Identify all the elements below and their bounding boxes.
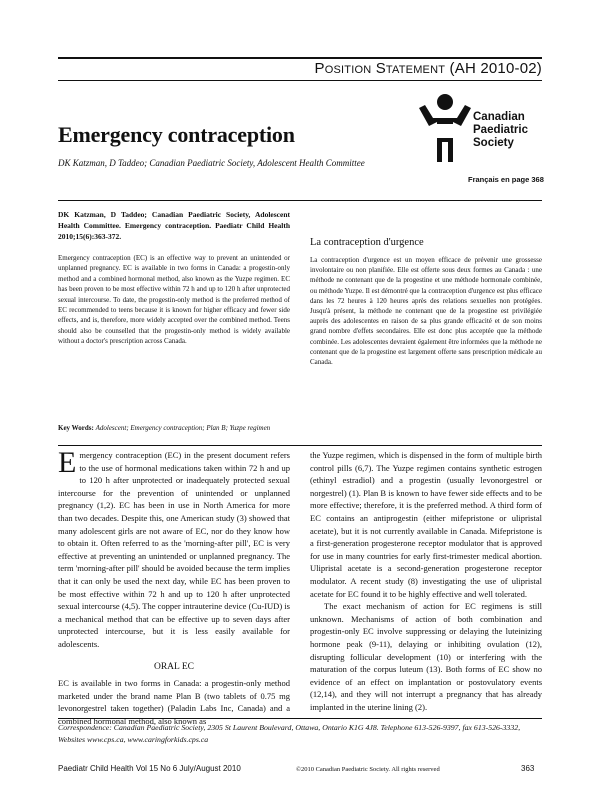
intro-paragraph — [58, 446, 290, 651]
french-abstract-title: La contraception d'urgence — [310, 237, 424, 248]
oral-ec-paragraph: EC is available in two forms in Canada: a progestin-only method marketed under the brand name Plan B (two tablets of 0.75 mg levonorgestrel taken together) (Paladin Labs Inc, Canada) and a combined hormonal method, also known as — [58, 678, 290, 726]
abstract-english: Emergency contraception (EC) is an effective way to prevent an unintended or unplanned pregnancy. EC is available in two forms in Canada: a progestin-only method and a combined hormonal method, also known as the Yuzpe regimen. EC has been proven to be most effective within 72 h and up to 120 h after unprotected sexual intercourse. To date, the progestin-only method is the preferred method of EC recommended to teens because it is known for higher efficacy and fewer side effects, and is, therefore, more widely accepted over the combined method. Teens should also be counselled that the progestin-only method is widely available without a doctor's prescription across Canada. — [58, 254, 290, 346]
mechanism-paragraph: The exact mechanism of action for EC regimens is still unknown. Mechanisms of action of both combination and progestin-only EC involve suppressing or delaying the luteinizing hormone peak (9-11), delaying or inhibiting ovulation (12), disrupting follicular development (10) or interfering with the maturation of the corpus luteum (13). Both forms of EC show no evidence of an effect on implantation or postovulatory events (12,14), and they will not interrupt a pregnancy that has already implanted in the uterine lining (2). — [310, 601, 542, 712]
body-column-left — [58, 446, 290, 727]
keywords-values: Adolescent; Emergency contraception; Plan B; Yuzpe regimen — [95, 424, 271, 432]
correspondence: Correspondence: Canadian Paediatric Society, 2305 St Laurent Boulevard, Ottawa, Ontario K1G 4J8. Telephone 613-526-9397, fax 613-526-3332, Websites www.cps.ca, www.caringforkids.cps.ca — [58, 723, 521, 744]
body-column-right — [310, 449, 542, 713]
cps-logo-wordmark — [473, 111, 528, 150]
header-rule-bottom — [58, 80, 542, 81]
article-authors: DK Katzman, D Taddeo; Canadian Paediatric Society, Adolescent Health Committee — [58, 158, 365, 168]
keywords-label: Key Words: — [58, 424, 94, 432]
cps-logo-icon — [415, 90, 475, 170]
position-statement-code: (AH 2010-02) — [449, 60, 542, 77]
header-rule-top — [58, 57, 542, 59]
keywords — [58, 423, 290, 433]
footer-journal: Paediatr Child Health Vol 15 No 6 July/August 2010 — [58, 764, 241, 773]
abstract-rule — [58, 445, 542, 446]
footer-copyright: ©2010 Canadian Paediatric Society. All rights reserved — [296, 766, 440, 773]
article-title: Emergency contraception — [58, 122, 295, 147]
title-section-rule — [58, 200, 542, 201]
drop-cap: E — [58, 446, 77, 479]
footer-page-number: 363 — [521, 764, 535, 773]
correspondence-rule — [58, 718, 542, 719]
yuzpe-paragraph: the Yuzpe regimen, which is dispensed in the form of multiple birth control pills (6,7). The Yuzpe regimen contains synthetic estrogen (ethinyl estradiol) and a progestin (usually levonorgestrel or norgestrel) (1). Plan B is known to have fewer side effects and to be more effective; therefore, it is the preferred method. A third form of EC contains an antiprogestin (either mifepristone or ulipristal acetate), but it is not currently available in Canada. Mifepristone is a first-generation progesterone receptor modulator that is approved for use in many countries for early first-trimester medical abortion. Ulipristal acetate is a second-generation progesterone receptor modulator. A recent study (8) investigating the use of ulipristal acetate for EC found it to be highly effective and well tolerated. — [310, 450, 542, 599]
position-statement-label: Position Statement — [314, 60, 446, 77]
logo-line-1: Canadian — [473, 111, 525, 123]
intro-paragraph-text: mergency contraception (EC) in the present document refers to the use of hormonal medications taken within 72 h and up to 120 h after unprotected or inadequately protected sexual intercourse for the prevention of unintended or unplanned pregnancy (1,2). EC has been in use in North America for more than two decades. Despite this, one American study (3) showed that many adolescent girls are not aware of EC, nor do they know how to obtain it. Often referred to as the 'morning-after pill', EC is very effective at preventing an unintended or unplanned pregnancy. The term 'morning-after pill' should be avoided because the term implies that it can only be used the next day, while EC has been proven to be most effective within 72 h and up to 120 h after unprotected sexual intercourse (4,5). The copper intrauterine device (Cu-IUD) is a mechanical method that can be effective up to seven days after unprotected intercourse, but it is less easily available for adolescents. — [58, 450, 290, 649]
logo-line-3: Society — [473, 137, 514, 149]
logo-line-2: Paediatric — [473, 124, 528, 136]
french-page-reference: Français en page 368 — [468, 175, 544, 184]
section-heading-oral-ec: ORAL EC — [153, 661, 195, 672]
position-statement-header — [58, 60, 542, 77]
french-abstract-body: La contraception d'urgence est un moyen efficace de prévenir une grossesse involontaire ou non planifiée. Elle est offerte sous deux formes au Canada : une méthode ne contenant que de la progestine et une méthode hormonale combinée, ou méthode Yuzpe. Il est démontré que la contraception d'urgence est plus efficace dans les 72 heures à 120 heures après des relations sexuelles non protégées. Jusqu'à présent, la méthode ne contenant que de la progestine est privilégiée auprès des adolescentes en raison de sa plus grande efficacité et de son moins grand nombre d'effets secondaires. Elle est donc plus acceptée que la méthode combinée. Les adolescentes devraient également être informées que la méthode ne contenant que de la progestine est largement offerte sans prescription médicale au Canada. — [310, 256, 542, 367]
citation: DK Katzman, D Taddeo; Canadian Paediatric Society, Adolescent Health Committee. Emergency contraception. Paediatr Child Health 2010;15(6):363-372. — [58, 210, 290, 241]
